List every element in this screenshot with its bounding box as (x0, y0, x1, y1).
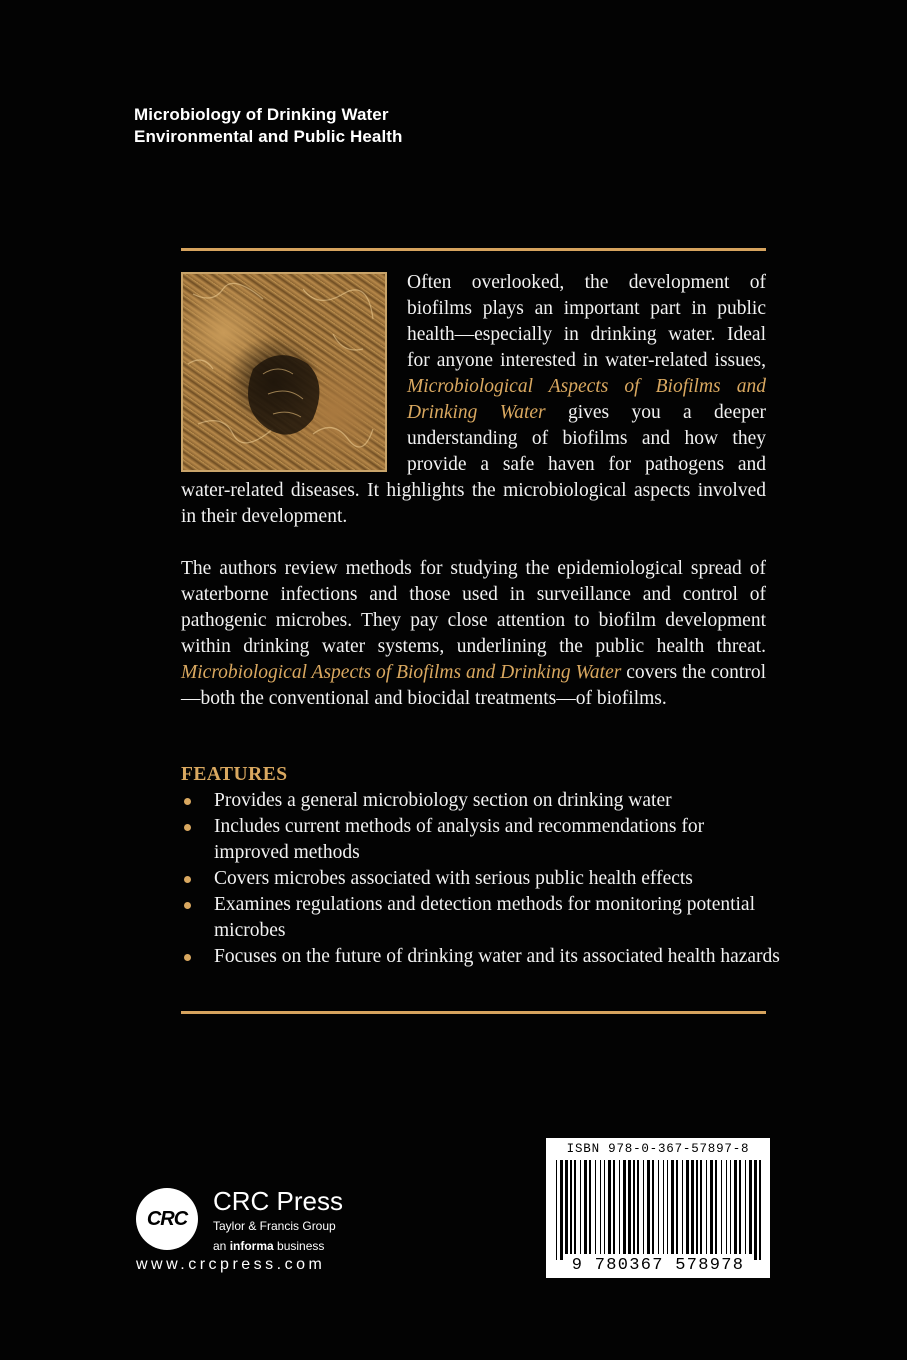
para2-book-title: Microbiological Aspects of Biofilms and Drinking Water (181, 662, 622, 683)
description-paragraph-2 (181, 556, 766, 712)
bullet-icon (184, 824, 191, 831)
feature-item (181, 814, 781, 866)
biofilm-micrograph-image (181, 272, 387, 472)
crc-logo-icon: CRC (136, 1188, 198, 1250)
para2-intro: The authors review methods for studying the epidemiological spread of waterborne infections and those used in surveillance and control of pathogenic microbes. They pay close attention to biofilm development within drinking water systems, underlining the public health threat. (181, 558, 766, 657)
feature-text: Includes current methods of analysis and recommendations for improved methods (214, 816, 705, 863)
informa-brand: informa (229, 1239, 274, 1253)
isbn-text: ISBN 978-0-367-57897-8 (566, 1142, 750, 1156)
series-title-line1: Microbiology of Drinking Water (134, 105, 389, 124)
bullet-icon (184, 798, 191, 805)
feature-item (181, 866, 781, 892)
feature-text: Focuses on the future of drinking water and its associated health hazards (214, 946, 780, 967)
informa-prefix: an (213, 1239, 230, 1253)
blurb-outro: gives you a deeper understanding of biofilms and how they provide a safe haven for pathogens and water-related diseases. It highlights the microbiological aspects involved in their development. (181, 402, 767, 527)
top-divider (181, 248, 766, 251)
bottom-divider (181, 1011, 766, 1014)
publisher-website: www.crcpress.com (136, 1256, 326, 1273)
blurb-book-title: Microbiological Aspects of Biofilms and Drinking Water (407, 376, 766, 423)
isbn-barcode (546, 1138, 770, 1278)
publisher-name: CRC Press (213, 1186, 344, 1216)
series-title-line2: Environmental and Public Health (134, 127, 403, 146)
bullet-icon (184, 954, 191, 961)
features-list (181, 788, 781, 970)
feature-text: Provides a general microbiology section on drinking water (214, 790, 672, 811)
publisher-group: Taylor & Francis Group (213, 1219, 336, 1233)
blurb-intro: Often overlooked, the development of biofilms plays an important part in public health—especially in drinking water. Ideal for anyone interested in water-related issues, (407, 272, 766, 371)
informa-suffix: business (273, 1239, 325, 1253)
publisher-informa (213, 1239, 324, 1253)
features-section (181, 762, 781, 970)
bullet-icon (184, 902, 191, 909)
feature-text: Covers microbes associated with serious public health effects (214, 868, 693, 889)
ean-digits: 9 780367 578978 (571, 1256, 745, 1275)
feature-item (181, 788, 781, 814)
features-heading: FEATURES (181, 764, 288, 785)
para2-outro: covers the control—both the conventional and biocidal treatments—of biofilms. (181, 662, 767, 709)
bullet-icon (184, 876, 191, 883)
feature-item (181, 892, 781, 944)
feature-text: Examines regulations and detection methods for monitoring potential microbes (214, 894, 756, 941)
series-title (134, 104, 403, 148)
feature-item (181, 944, 781, 970)
description-blurb (181, 270, 766, 530)
